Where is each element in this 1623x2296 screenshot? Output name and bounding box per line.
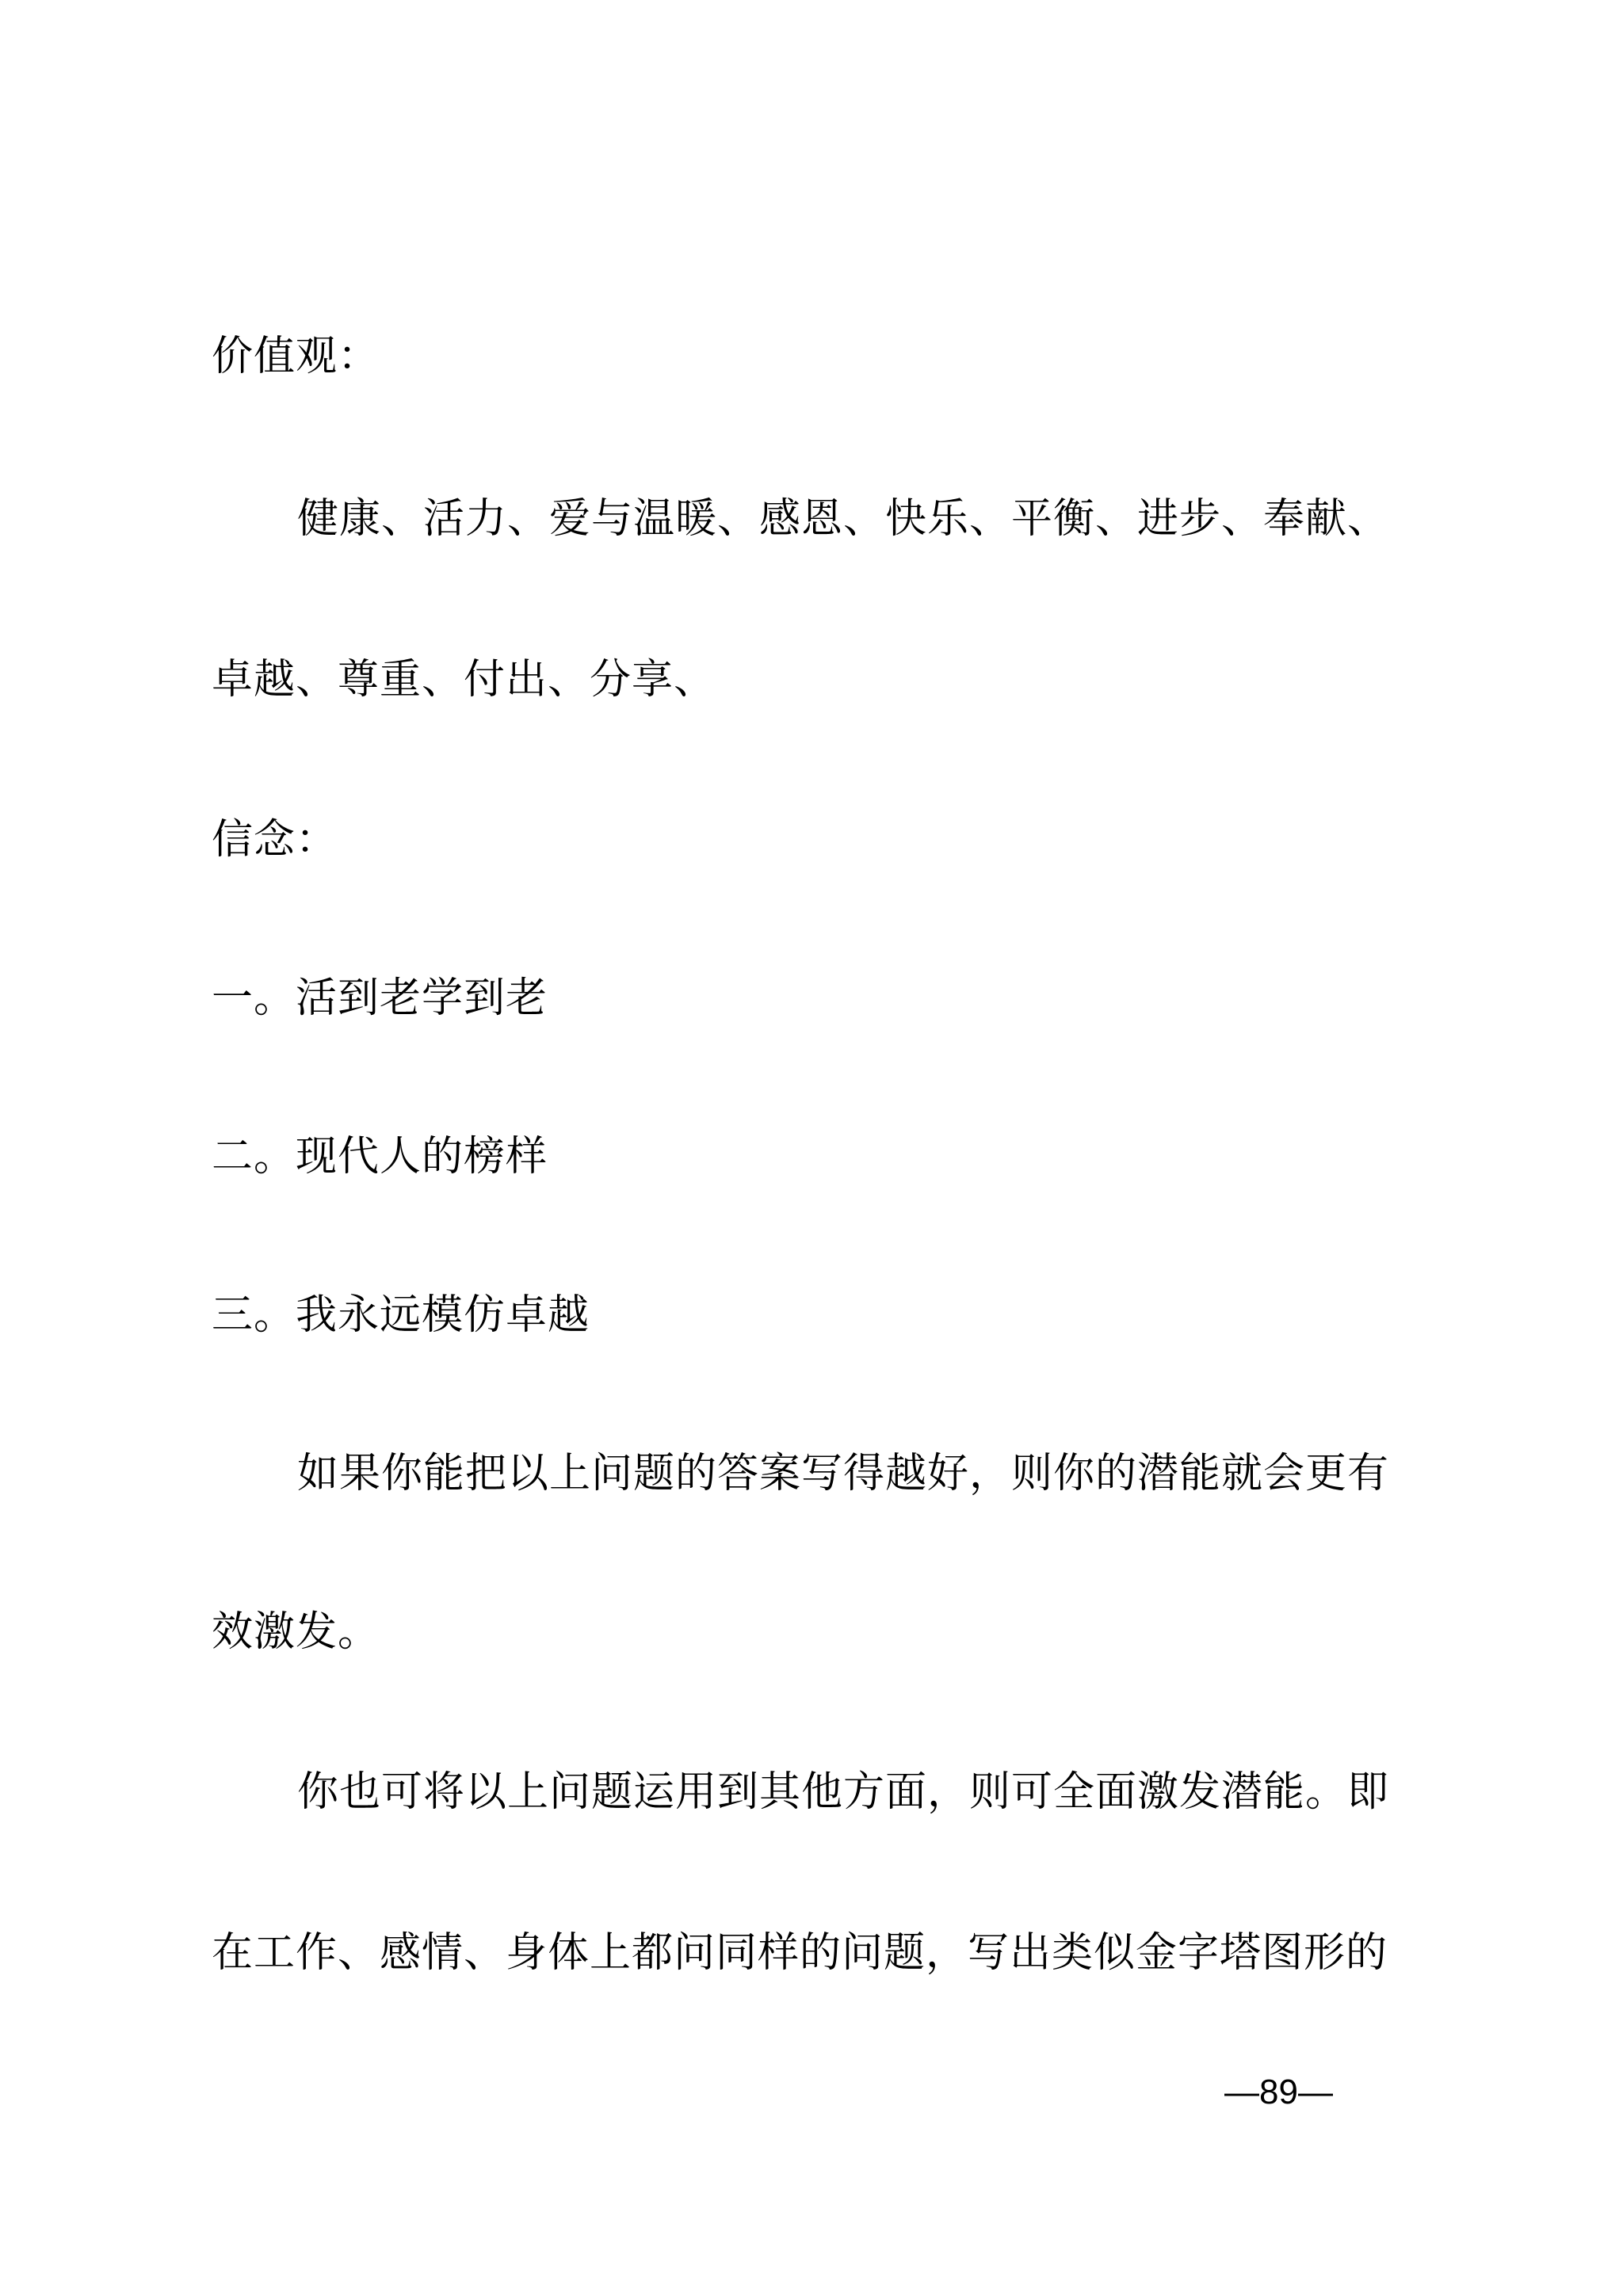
belief-item-1: 一。活到老学到老	[212, 974, 548, 1022]
belief-item-3: 三。我永远模仿卓越	[212, 1291, 590, 1339]
beliefs-heading: 信念：	[212, 816, 338, 864]
paragraph-1-line-1: 如果你能把以上问题的答案写得越好，则你的潜能就会更有	[297, 1450, 1390, 1497]
values-list-line-2: 卓越、尊重、付出、分享、	[212, 656, 716, 704]
values-heading: 价值观：	[212, 333, 380, 380]
page-number: —89—	[1224, 2073, 1333, 2111]
belief-item-2: 二。现代人的榜样	[212, 1133, 548, 1180]
paragraph-1-line-2: 效激发。	[212, 1608, 380, 1656]
values-list-line-1: 健康、活力、爱与温暖、感恩、快乐、平衡、进步、奉献、	[297, 495, 1390, 543]
paragraph-2-line-2: 在工作、感情、身体上都问同样的问题，写出类似金字塔图形的	[212, 1929, 1388, 1977]
paragraph-2-line-1: 你也可将以上问题运用到其他方面，则可全面激发潜能。即	[297, 1768, 1390, 1816]
